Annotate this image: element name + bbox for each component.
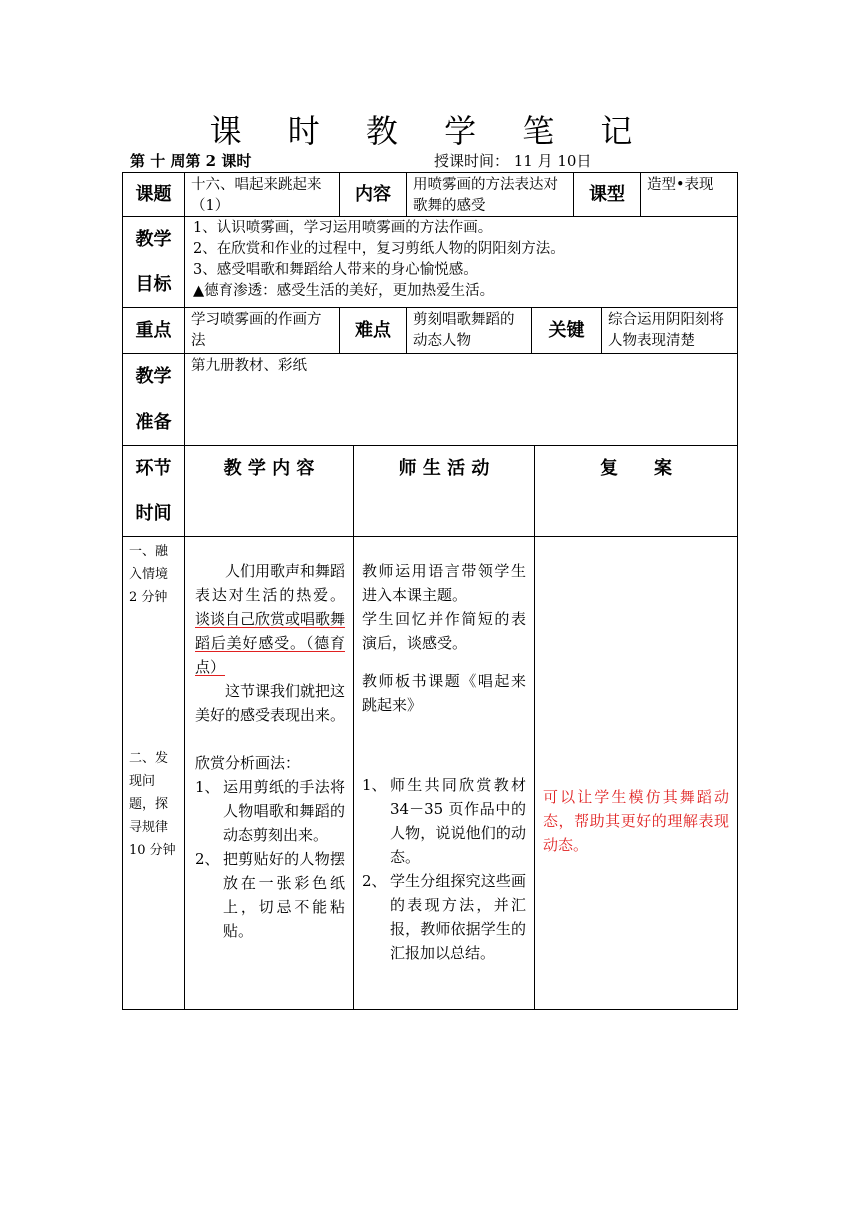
label-goals-a: 教学	[135, 229, 172, 250]
goals-list	[184, 216, 738, 308]
list-item: 2、 把剪贴好的人物摆放在一张彩色纸上，切忌不能粘贴。	[195, 850, 345, 940]
content-paragraph-3: 欣赏分析画法：	[195, 754, 301, 772]
list-item: 1、 运用剪纸的手法将人物唱歌和舞蹈的动态剪刻出来。	[195, 778, 345, 844]
topic-value: 十六、唱起来跳起来（1）	[184, 172, 340, 217]
label-difficult: 难点	[339, 307, 407, 354]
activity-3: 教师板书课题《唱起来跳起来》	[362, 672, 526, 714]
page-title: 课 时 教 学 笔 记	[209, 112, 651, 150]
crux-value: 综合运用阴阳刻将人物表现清楚	[601, 307, 738, 354]
list-item: 1、 师生共同欣赏教材 34－35 页作品中的人物，说说他们的动态。	[362, 776, 526, 866]
col-head-content: 教 学 内 容	[184, 445, 354, 537]
activity-1: 教师运用语言带领学生进入本课主题。	[362, 562, 526, 604]
label-type: 课型	[573, 172, 641, 217]
content-intro: 人们用歌声和舞蹈表达对生活的热爱。	[195, 562, 346, 604]
key-value: 学习喷雾画的作画方法	[184, 307, 340, 354]
content-paragraph-2: 这节课我们就把这美好的感受表现出来。	[195, 682, 346, 724]
stage-1: 一、融入情境 2 分钟	[129, 544, 169, 605]
activity-column	[353, 536, 535, 1010]
week-lesson: 第 十 周第 2 课时	[130, 152, 252, 170]
label-prep	[122, 353, 185, 446]
label-content: 内容	[339, 172, 407, 217]
prep-value: 第九册教材、彩纸	[184, 353, 738, 446]
label-topic: 课题	[122, 172, 185, 217]
label-key: 重点	[122, 307, 185, 354]
content-value: 用喷雾画的方法表达对歌舞的感受	[406, 172, 574, 217]
goal-item-moral: ▲德育渗透：感受生活的美好，更加热爱生活。	[193, 283, 495, 299]
review-note: 可以让学生模仿其舞蹈动态，帮助其更好的理解表现动态。	[543, 788, 729, 854]
stage-column	[122, 536, 185, 1010]
moral-point: 谈谈自己欣赏或唱歌舞蹈后美好感受。（德育点）	[195, 610, 346, 676]
type-value: 造型•表现	[640, 172, 738, 217]
col-head-stage-b: 时间	[135, 503, 172, 524]
label-goals	[122, 216, 185, 308]
col-head-review: 复 案	[534, 445, 738, 537]
review-column	[534, 536, 738, 1010]
list-item: 2、 学生分组探究这些画的表现方法，并汇报，教师依据学生的汇报加以总结。	[362, 872, 526, 962]
col-head-stage-a: 环节	[135, 458, 172, 479]
col-head-stage	[122, 445, 185, 537]
stage-2: 二、发现问题，探寻规律 10 分钟	[129, 751, 176, 858]
activity-2: 学生回忆并作简短的表演后，谈感受。	[362, 610, 526, 652]
label-crux: 关键	[531, 307, 602, 354]
content-column	[184, 536, 354, 1010]
label-goals-b: 目标	[135, 274, 172, 295]
goal-item: 1、认识喷雾画，学习运用喷雾画的方法作画。	[193, 220, 493, 236]
difficult-value: 剪刻唱歌舞蹈的动态人物	[406, 307, 532, 354]
goal-item: 2、在欣赏和作业的过程中，复习剪纸人物的阴阳刻方法。	[193, 241, 565, 257]
label-prep-a: 教学	[135, 366, 172, 388]
goal-item: 3、感受唱歌和舞蹈给人带来的身心愉悦感。	[193, 262, 478, 278]
label-prep-b: 准备	[135, 411, 172, 433]
content-paragraph-1	[195, 559, 345, 679]
col-head-activity: 师 生 活 动	[353, 445, 535, 537]
lesson-date: 授课时间： 11 月 10日	[434, 152, 592, 170]
